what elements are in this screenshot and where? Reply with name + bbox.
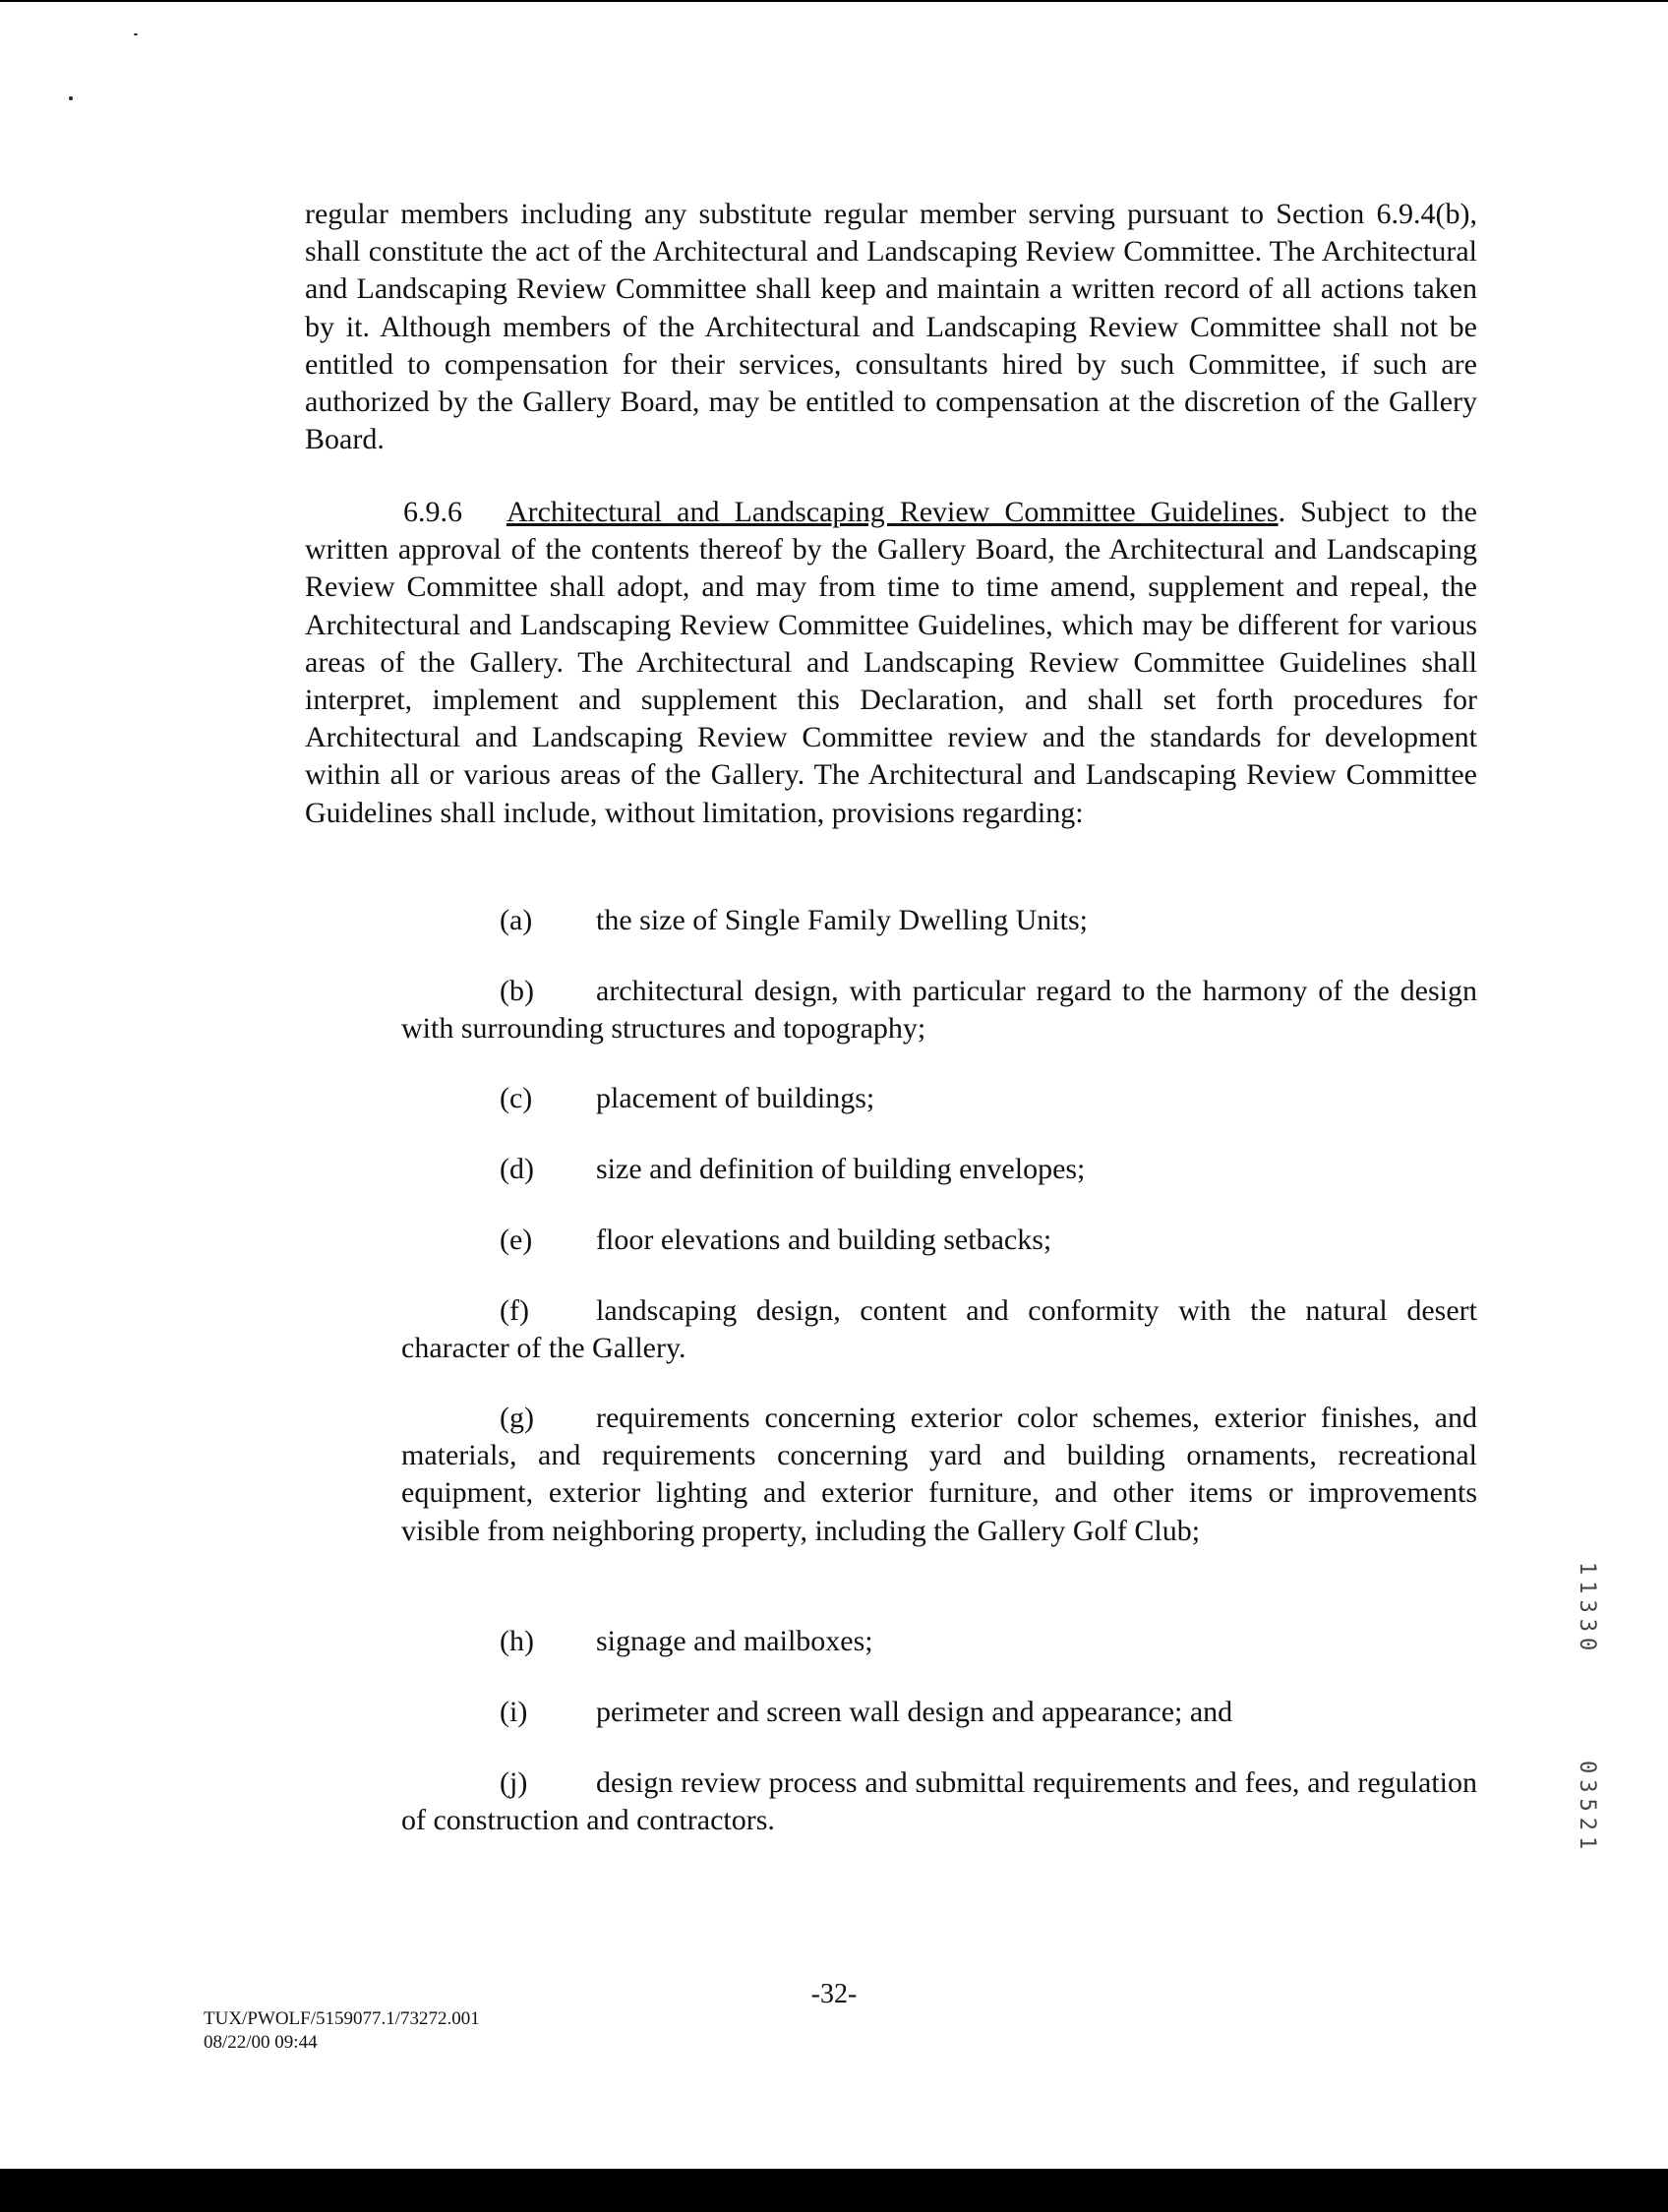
continuation-paragraph: regular members including any substitute regular member serving pursuant to Section 6.9.4(b), shall constitute the act of the Architectural and Landscaping Review Committee. The Architectural and Landscaping Review Committee shall keep and maintain a written record of all actions taken by it. Although members of the Architectural and Landscaping Review Committee shall not be entitled to compensation for their services, consultants hired by such Committee, if such are authorized by the Gallery Board, may be entitled to compensation at the discretion of the Gallery Board. — [305, 198, 1477, 456]
list-marker: (e) — [500, 1224, 533, 1256]
list-item-f — [401, 1292, 1477, 1367]
margin-stamp-lower: 03521 — [1575, 1761, 1599, 1856]
list-marker: (b) — [500, 975, 534, 1007]
list-text: signage and mailboxes; — [596, 1625, 873, 1657]
list-text: floor elevations and building setbacks; — [596, 1224, 1052, 1256]
section-title-punct: . — [1278, 496, 1286, 528]
list-item-d — [401, 1151, 1477, 1188]
list-item-i — [401, 1694, 1477, 1731]
list-item-j — [401, 1764, 1477, 1839]
scan-speck — [69, 96, 73, 100]
list-text: size and definition of building envelopes; — [596, 1153, 1086, 1185]
list-marker: (c) — [500, 1082, 533, 1114]
section-6-9-6-paragraph — [305, 494, 1477, 832]
list-marker: (g) — [500, 1402, 534, 1434]
list-text: the size of Single Family Dwelling Units; — [596, 904, 1088, 936]
scan-speck — [134, 33, 138, 35]
list-item-c — [401, 1080, 1477, 1117]
section-number: 6.9.6 — [403, 496, 462, 528]
list-marker: (j) — [500, 1766, 528, 1799]
list-text: placement of buildings; — [596, 1082, 875, 1114]
list-item-b — [401, 973, 1477, 1047]
list-text: perimeter and screen wall design and appearance; and — [596, 1696, 1233, 1728]
list-marker: (i) — [500, 1696, 528, 1728]
list-marker: (d) — [500, 1153, 534, 1185]
list-text: architectural design, with particular regard to the harmony of the design with surrounding structures and topography; — [401, 975, 1477, 1046]
section-body: Subject to the written approval of the contents thereof by the Gallery Board, the Architectural and Landscaping Review Committee shall adopt, and may from time to time amend, supplement and repeal, the Architectural and Landscaping Review Committee Guidelines, which may be different for various areas of the Gallery. The Architectural and Landscaping Review Committee Guidelines shall interpret, implement and supplement this Declaration, and shall set forth procedures for Architectural and Landscaping Review Committee review and the standards for development within all or various areas of the Gallery. The Architectural and Landscaping Review Committee Guidelines shall include, without limitation, provisions regarding: — [305, 496, 1477, 829]
list-item-a — [401, 902, 1477, 939]
scan-bottom-edge — [0, 2169, 1668, 2212]
doc-id: TUX/PWOLF/5159077.1/73272.001 — [204, 2008, 480, 2029]
section-title: Architectural and Landscaping Review Committee Guidelines — [506, 496, 1279, 528]
page-number: -32- — [810, 1979, 858, 2009]
list-text: landscaping design, content and conformity with the natural desert character of the Gallery. — [401, 1294, 1477, 1365]
list-item-g — [401, 1400, 1477, 1550]
scan-top-edge — [0, 0, 1668, 2]
margin-stamp-upper: 11330 — [1575, 1562, 1599, 1657]
list-marker: (h) — [500, 1625, 534, 1657]
list-marker: (f) — [500, 1294, 529, 1327]
list-text: design review process and submittal requirements and fees, and regulation of construction and contractors. — [401, 1766, 1477, 1837]
footer-document-id — [204, 2007, 480, 2055]
list-text: requirements concerning exterior color schemes, exterior finishes, and materials, and requirements concerning yard and building ornaments, recreational equipment, exterior lighting and exterior furniture, and other items or improvements visible from neighboring property, including the Gallery Golf Club; — [401, 1402, 1477, 1547]
doc-timestamp: 08/22/00 09:44 — [204, 2032, 318, 2053]
list-marker: (a) — [500, 904, 533, 936]
list-item-h — [401, 1623, 1477, 1660]
list-item-e — [401, 1222, 1477, 1259]
